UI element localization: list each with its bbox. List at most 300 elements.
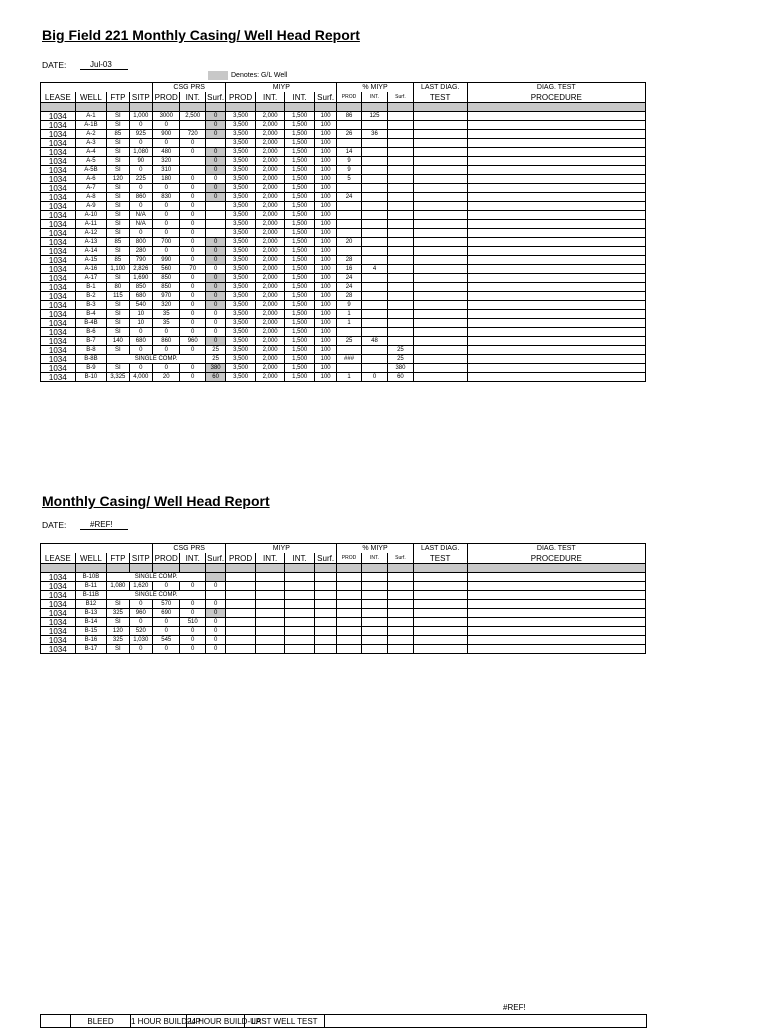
table-cell — [180, 166, 205, 175]
table-cell: A-12 — [75, 229, 107, 238]
table-cell: ### — [337, 355, 361, 364]
table-cell: SI — [107, 148, 129, 157]
table-cell — [388, 310, 413, 319]
table-cell: 120 — [107, 627, 129, 636]
table-cell — [388, 184, 413, 193]
table-cell: 26 — [337, 130, 361, 139]
band-cell — [129, 564, 152, 573]
column-header: INT. — [255, 92, 285, 103]
report3-header-cell: 24 HOUR BUILD-UP — [187, 1016, 262, 1026]
table-cell: 0 — [129, 364, 152, 373]
table-cell — [226, 600, 256, 609]
table-cell: 1,100 — [107, 265, 129, 274]
table-cell: 3,500 — [226, 193, 256, 202]
table-row — [41, 274, 646, 283]
table-cell: A-17 — [75, 274, 107, 283]
table-cell — [467, 301, 645, 310]
table-cell: 100 — [314, 274, 336, 283]
column-header: PROCEDURE — [467, 92, 645, 103]
table-cell — [314, 618, 336, 627]
table-cell: 0 — [205, 636, 225, 645]
table-cell — [388, 337, 413, 346]
table-cell: 100 — [314, 175, 336, 184]
column-header: INT. — [285, 92, 315, 103]
table-cell — [388, 211, 413, 220]
table-cell — [413, 609, 467, 618]
header-group-row — [41, 544, 646, 554]
band-cell — [388, 564, 413, 573]
table-cell: 1034 — [41, 265, 76, 274]
table-cell — [388, 157, 413, 166]
table-cell — [413, 157, 467, 166]
table-cell — [467, 292, 645, 301]
table-cell: 3,500 — [226, 247, 256, 256]
table-cell: 0 — [129, 184, 152, 193]
table-cell: B-16 — [75, 636, 107, 645]
table-cell: 3,500 — [226, 121, 256, 130]
table-cell: 0 — [205, 319, 225, 328]
table-cell — [337, 184, 361, 193]
column-header: PROD — [226, 92, 256, 103]
table-cell — [205, 591, 225, 600]
table-row — [41, 112, 646, 121]
header-group-cell: % MIYP — [337, 83, 413, 93]
table-cell: A-2 — [75, 130, 107, 139]
table-row — [41, 184, 646, 193]
table-row — [41, 211, 646, 220]
table-cell: 36 — [361, 130, 387, 139]
table-cell: 2,826 — [129, 265, 152, 274]
table-cell — [361, 600, 387, 609]
header-group-cell: CSG PRS — [153, 83, 226, 93]
table-cell — [388, 636, 413, 645]
table-cell — [467, 184, 645, 193]
table-cell — [413, 591, 467, 600]
table-cell: 2,000 — [255, 283, 285, 292]
table-cell: 1034 — [41, 256, 76, 265]
table-cell: 1,620 — [129, 582, 152, 591]
table-cell: B-3 — [75, 301, 107, 310]
table-cell: 3,500 — [226, 328, 256, 337]
table-cell: SI — [107, 193, 129, 202]
table-cell: 1,500 — [285, 112, 315, 121]
table-cell: 0 — [153, 211, 180, 220]
report1-table — [40, 82, 646, 382]
table-cell — [205, 229, 225, 238]
table-cell: 2,000 — [255, 310, 285, 319]
table-row — [41, 229, 646, 238]
band-cell — [413, 564, 467, 573]
table-cell: 0 — [129, 166, 152, 175]
table-cell — [467, 319, 645, 328]
table-cell: 0 — [205, 292, 225, 301]
table-cell — [361, 202, 387, 211]
table-cell: 1034 — [41, 274, 76, 283]
table-cell: 1,500 — [285, 202, 315, 211]
table-cell: 280 — [129, 247, 152, 256]
header-group-row — [41, 83, 646, 93]
table-cell: 0 — [205, 645, 225, 654]
table-cell: 1034 — [41, 166, 76, 175]
table-cell: 0 — [180, 346, 205, 355]
table-cell — [467, 355, 645, 364]
table-cell: B-4B — [75, 319, 107, 328]
table-cell: B-6 — [75, 328, 107, 337]
table-cell — [205, 211, 225, 220]
table-cell: 2,000 — [255, 229, 285, 238]
table-cell — [255, 573, 285, 582]
table-cell — [467, 121, 645, 130]
table-cell: 510 — [180, 618, 205, 627]
column-header: PROD — [153, 553, 180, 564]
table-cell: 0 — [153, 247, 180, 256]
table-cell: 9 — [337, 301, 361, 310]
table-cell: 0 — [180, 193, 205, 202]
table-cell — [361, 301, 387, 310]
table-cell: 0 — [129, 229, 152, 238]
table-cell: 325 — [107, 636, 129, 645]
table-cell: 3,500 — [226, 202, 256, 211]
table-cell: 1,500 — [285, 211, 315, 220]
table-row — [41, 301, 646, 310]
table-cell: 1034 — [41, 238, 76, 247]
column-header: PROD — [337, 553, 361, 564]
table-cell: 545 — [153, 636, 180, 645]
table-cell: 35 — [153, 319, 180, 328]
table-cell: 2,000 — [255, 166, 285, 175]
table-cell — [413, 247, 467, 256]
table-cell: B-4 — [75, 310, 107, 319]
table-cell: 4,000 — [129, 373, 152, 382]
table-cell — [388, 292, 413, 301]
table-row — [41, 645, 646, 654]
table-cell — [361, 573, 387, 582]
table-cell — [361, 247, 387, 256]
table-cell — [337, 573, 361, 582]
table-cell: B-8B — [75, 355, 107, 364]
table-cell: 800 — [129, 238, 152, 247]
report3-header-cell — [41, 1015, 71, 1028]
column-header: PROCEDURE — [467, 553, 645, 564]
table-cell — [388, 130, 413, 139]
table-cell: 0 — [153, 202, 180, 211]
table-cell: 2,000 — [255, 274, 285, 283]
table-row — [41, 364, 646, 373]
table-cell: 0 — [205, 600, 225, 609]
table-cell — [388, 256, 413, 265]
table-cell: 0 — [153, 364, 180, 373]
table-cell: 690 — [153, 609, 180, 618]
header-group-cell: LAST DIAG. — [413, 83, 467, 93]
table-cell: 680 — [129, 292, 152, 301]
table-cell: 48 — [361, 337, 387, 346]
table-cell — [361, 310, 387, 319]
table-cell: 3,500 — [226, 265, 256, 274]
table-cell: 0 — [180, 600, 205, 609]
table-cell — [226, 609, 256, 618]
table-cell: 1,030 — [129, 636, 152, 645]
table-cell — [361, 238, 387, 247]
table-cell: 0 — [153, 645, 180, 654]
table-cell: 100 — [314, 220, 336, 229]
table-cell: B-1 — [75, 283, 107, 292]
table-cell: 0 — [129, 346, 152, 355]
table-cell: 0 — [129, 121, 152, 130]
table-cell: 1034 — [41, 184, 76, 193]
table-cell: 3,500 — [226, 283, 256, 292]
table-cell: 60 — [388, 373, 413, 382]
table-cell: 1,500 — [285, 373, 315, 382]
table-cell: 0 — [205, 256, 225, 265]
table-cell: SI — [107, 319, 129, 328]
report3-header-cell: BLEED — [71, 1015, 131, 1028]
table-cell: 2,000 — [255, 157, 285, 166]
table-row — [41, 591, 646, 600]
table-cell: 1,500 — [285, 130, 315, 139]
table-cell — [361, 627, 387, 636]
table-row — [41, 175, 646, 184]
table-cell: 0 — [153, 328, 180, 337]
table-cell: N/A — [129, 211, 152, 220]
table-cell — [388, 238, 413, 247]
table-cell: SI — [107, 112, 129, 121]
report3-header-cell: LAST WELL TEST — [245, 1015, 325, 1028]
table-cell — [388, 112, 413, 121]
table-row — [41, 247, 646, 256]
table-cell — [388, 582, 413, 591]
table-cell: 850 — [153, 274, 180, 283]
table-cell: 1,500 — [285, 256, 315, 265]
band-cell — [205, 564, 225, 573]
table-cell — [413, 184, 467, 193]
table-cell — [413, 274, 467, 283]
table-cell — [413, 139, 467, 148]
table-cell — [337, 328, 361, 337]
column-header: PROD — [337, 92, 361, 103]
table-cell: 3,500 — [226, 139, 256, 148]
table-cell — [413, 355, 467, 364]
report3-header-cell — [325, 1015, 647, 1028]
table-cell — [413, 220, 467, 229]
table-row — [41, 373, 646, 382]
table-cell: 100 — [314, 364, 336, 373]
column-header: INT. — [361, 553, 387, 564]
header-column-row — [41, 92, 646, 103]
table-cell: 10 — [129, 319, 152, 328]
table-cell — [388, 618, 413, 627]
table-cell — [388, 645, 413, 654]
table-row — [41, 636, 646, 645]
table-cell — [467, 600, 645, 609]
table-cell — [388, 265, 413, 274]
table-cell: 0 — [153, 184, 180, 193]
table-cell: 2,000 — [255, 247, 285, 256]
table-cell — [388, 121, 413, 130]
table-cell: 0 — [180, 211, 205, 220]
table-cell: 2,000 — [255, 211, 285, 220]
table-cell — [314, 573, 336, 582]
table-cell: B12 — [75, 600, 107, 609]
table-cell: 28 — [337, 292, 361, 301]
report1-title: Big Field 221 Monthly Casing/ Well Head Report — [42, 27, 360, 43]
table-row — [41, 202, 646, 211]
table-cell — [361, 121, 387, 130]
table-cell: 3,500 — [226, 319, 256, 328]
table-cell: 3,500 — [226, 211, 256, 220]
table-cell — [467, 582, 645, 591]
table-cell: 100 — [314, 292, 336, 301]
table-cell: 100 — [314, 355, 336, 364]
band-cell — [75, 103, 107, 112]
table-cell — [467, 274, 645, 283]
table-cell: 3,500 — [226, 301, 256, 310]
table-cell: 100 — [314, 112, 336, 121]
table-cell: 0 — [205, 283, 225, 292]
table-cell: 1034 — [41, 157, 76, 166]
table-cell: 830 — [153, 193, 180, 202]
table-cell: 1 — [337, 310, 361, 319]
table-cell: 0 — [205, 166, 225, 175]
table-cell: 0 — [180, 319, 205, 328]
table-cell: 1034 — [41, 292, 76, 301]
table-cell — [337, 346, 361, 355]
table-cell — [388, 319, 413, 328]
band-cell — [413, 103, 467, 112]
table-cell: B-13 — [75, 609, 107, 618]
table-cell: 100 — [314, 265, 336, 274]
table-cell — [413, 283, 467, 292]
table-cell: 0 — [153, 220, 180, 229]
table-row — [41, 618, 646, 627]
table-cell — [467, 337, 645, 346]
table-cell: 0 — [361, 373, 387, 382]
table-cell: 100 — [314, 373, 336, 382]
table-cell: 850 — [129, 283, 152, 292]
table-cell: 100 — [314, 301, 336, 310]
table-cell: 0 — [180, 175, 205, 184]
table-cell: 1,080 — [129, 148, 152, 157]
table-cell: 0 — [205, 238, 225, 247]
table-cell — [361, 328, 387, 337]
table-cell — [361, 184, 387, 193]
table-cell — [467, 265, 645, 274]
table-cell: 2,000 — [255, 355, 285, 364]
table-cell — [413, 636, 467, 645]
table-cell — [467, 112, 645, 121]
table-cell: 1034 — [41, 112, 76, 121]
table-row — [41, 130, 646, 139]
table-cell: 680 — [129, 337, 152, 346]
table-cell: 1,690 — [129, 274, 152, 283]
header-group-cell: MIYP — [226, 83, 337, 93]
table-cell — [205, 139, 225, 148]
table-cell: 0 — [205, 175, 225, 184]
column-header: Surf. — [388, 92, 413, 103]
column-header: Surf. — [314, 553, 336, 564]
table-cell — [413, 346, 467, 355]
column-header: FTP — [107, 92, 129, 103]
table-cell: 540 — [129, 301, 152, 310]
table-cell: 1,500 — [285, 220, 315, 229]
table-cell: 1034 — [41, 355, 76, 364]
table-cell: 1034 — [41, 310, 76, 319]
table-cell: B-10 — [75, 373, 107, 382]
table-cell: 1034 — [41, 247, 76, 256]
table-row — [41, 292, 646, 301]
table-cell — [337, 121, 361, 130]
table-cell: SI — [107, 328, 129, 337]
table-cell: 790 — [129, 256, 152, 265]
table-cell — [413, 121, 467, 130]
table-cell: SI — [107, 229, 129, 238]
table-cell: 990 — [153, 256, 180, 265]
table-cell — [361, 193, 387, 202]
table-cell: 2,000 — [255, 256, 285, 265]
band-cell — [75, 564, 107, 573]
band-cell — [285, 564, 315, 573]
column-header: INT. — [180, 553, 205, 564]
band-cell — [255, 564, 285, 573]
table-cell: 1034 — [41, 283, 76, 292]
table-cell: 0 — [180, 310, 205, 319]
table-cell: 115 — [107, 292, 129, 301]
table-cell: A-11 — [75, 220, 107, 229]
table-cell — [413, 600, 467, 609]
table-cell — [467, 220, 645, 229]
table-cell — [413, 337, 467, 346]
table-cell — [467, 139, 645, 148]
report2-date-value: #REF! — [80, 520, 128, 530]
table-cell: A-16 — [75, 265, 107, 274]
table-row — [41, 573, 646, 582]
table-cell — [467, 636, 645, 645]
table-cell: SI — [107, 220, 129, 229]
table-cell — [388, 229, 413, 238]
table-cell: 1,500 — [285, 175, 315, 184]
table-cell — [361, 274, 387, 283]
report3-header-cell: 1 HOUR BUILD-UP — [131, 1016, 201, 1026]
table-cell: 225 — [129, 175, 152, 184]
table-cell — [361, 319, 387, 328]
table-cell: 0 — [180, 582, 205, 591]
table-cell: 0 — [180, 301, 205, 310]
table-cell — [388, 166, 413, 175]
table-cell: 2,000 — [255, 175, 285, 184]
table-cell: 960 — [129, 609, 152, 618]
table-cell: A-14 — [75, 247, 107, 256]
table-row — [41, 355, 646, 364]
table-cell: 320 — [153, 157, 180, 166]
band-cell — [314, 103, 336, 112]
table-row — [41, 166, 646, 175]
table-cell: 520 — [129, 627, 152, 636]
table-cell: 1034 — [41, 636, 76, 645]
table-cell: 2,000 — [255, 184, 285, 193]
table-cell — [361, 166, 387, 175]
table-cell — [337, 636, 361, 645]
band-cell — [255, 103, 285, 112]
table-cell: 1,500 — [285, 139, 315, 148]
table-cell: 3,500 — [226, 310, 256, 319]
table-cell: 0 — [153, 582, 180, 591]
column-header: INT. — [255, 553, 285, 564]
band-cell — [226, 564, 256, 573]
table-cell — [413, 130, 467, 139]
table-cell: 0 — [205, 265, 225, 274]
table-cell: 1034 — [41, 130, 76, 139]
table-cell: 1,500 — [285, 121, 315, 130]
table-cell — [467, 130, 645, 139]
